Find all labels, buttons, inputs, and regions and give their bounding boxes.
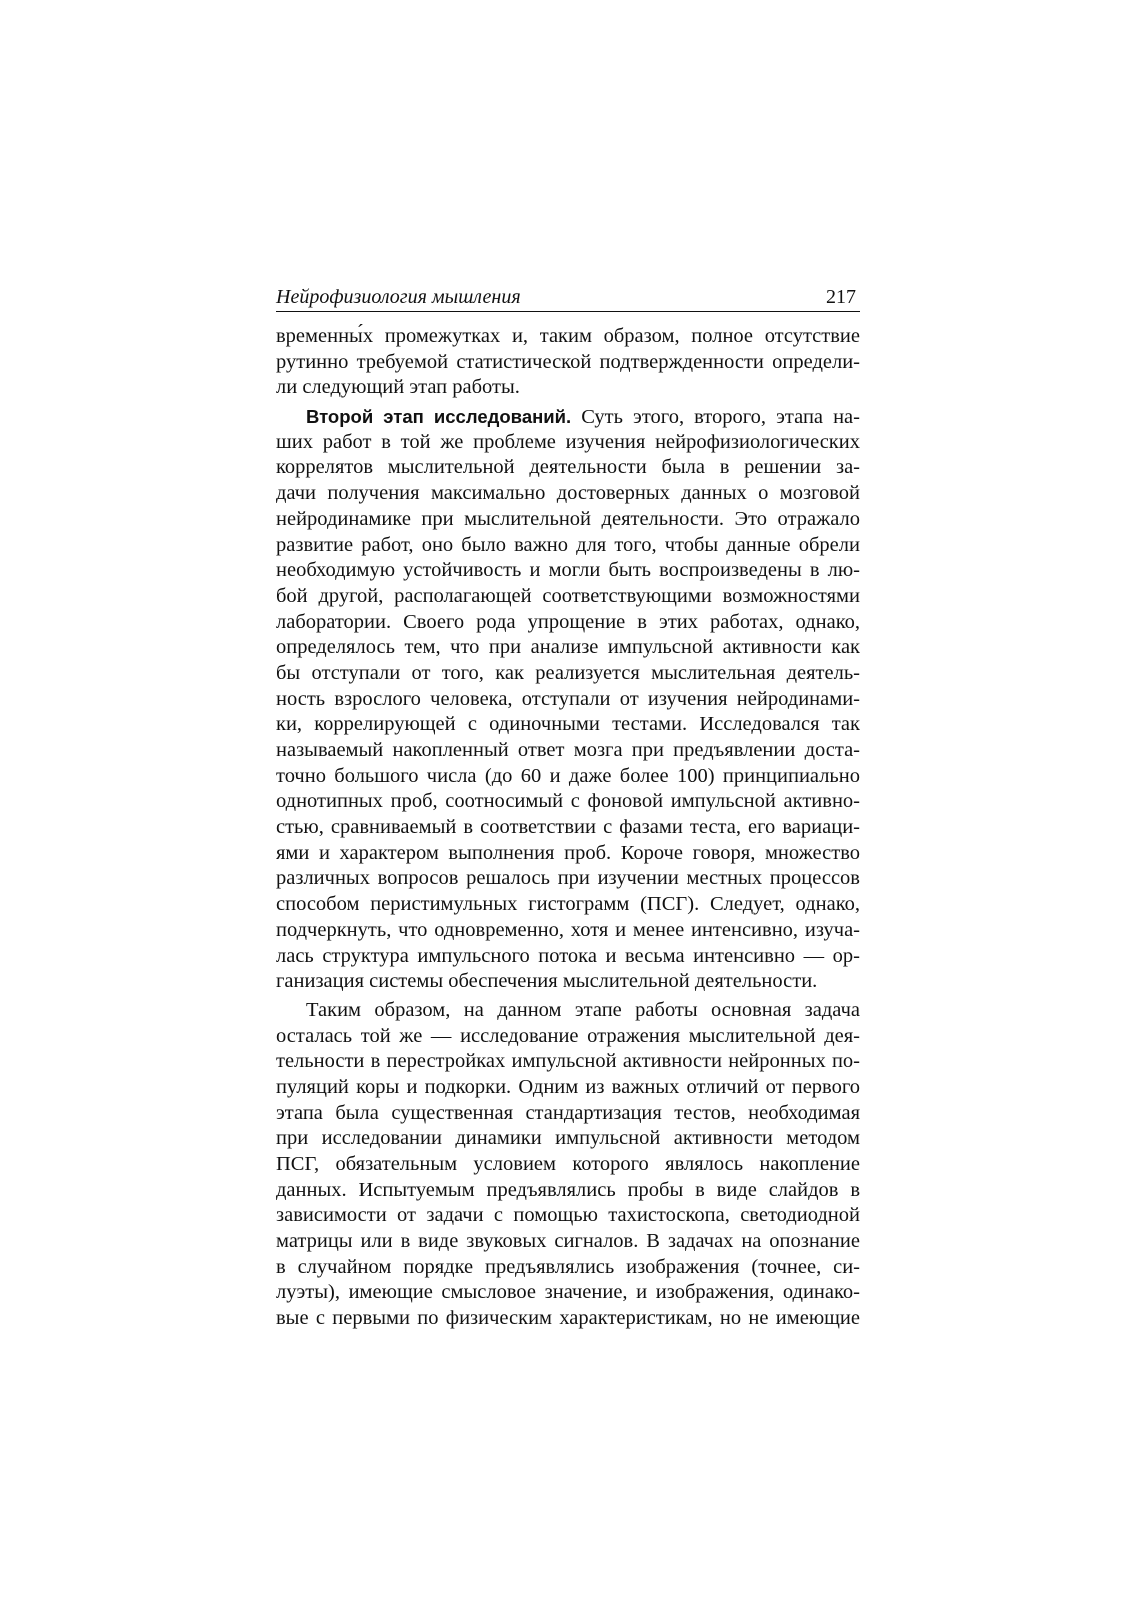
text-line: матрицы или в виде звуковых сигналов. В задачах на опознание — [276, 1230, 860, 1253]
text-line: ших работ в той же проблеме изучения нейрофизиологических — [276, 430, 860, 453]
paragraph-3 — [276, 998, 860, 1332]
text-line: различных вопросов решалось при изучении местных процессов — [276, 867, 860, 890]
text-line: ганизация системы обеспечения мыслительной деятельности. — [276, 970, 818, 993]
text-line-rest: Суть этого, второго, этапа на- — [571, 406, 860, 429]
text-line: вые с первыми по физическим характеристикам, но не имеющие — [276, 1307, 860, 1330]
text-line: однотипных проб, соотносимый с фоновой импульсной активно- — [276, 790, 860, 813]
text-line: точно большого числа (до 60 и даже более 100) принципиально — [276, 764, 860, 787]
text-line: определялось тем, что при анализе импульсной активности как — [276, 636, 860, 659]
paragraph-2 — [276, 404, 860, 995]
text-line: способом перистимульных гистограмм (ПСГ). Следует, однако, — [276, 893, 860, 916]
text-line: рутинно требуемой статистической подтвержденности определи- — [276, 350, 860, 373]
text-line: необходимую устойчивость и могли быть воспроизведены в лю- — [276, 559, 860, 582]
text-line: тельности в перестройках импульсной активности нейронных по- — [276, 1050, 860, 1073]
text-line: Таким образом, на данном этапе работы основная задача — [306, 998, 860, 1021]
text-line: ки, коррелирующей с одиночными тестами. Исследовался так — [276, 713, 860, 736]
text-line: ПСГ, обязательным условием которого являлось накопление — [276, 1153, 860, 1175]
text-line: бой другой, располагающей соответствующими возможностями — [276, 584, 860, 607]
text-line: в случайном порядке предъявлялись изображения (точнее, си- — [276, 1255, 860, 1278]
text-line: осталась той же — исследование отражения мыслительной дея- — [276, 1024, 860, 1047]
text-line — [276, 404, 860, 430]
text-line: развитие работ, оно было важно для того, чтобы данные обрели — [276, 533, 860, 556]
text-line: дачи получения максимально достоверных данных о мозговой — [276, 482, 860, 505]
text-line: нейродинамике при мыслительной деятельности. Это отражало — [276, 507, 860, 530]
text-line: бы отступали от того, как реализуется мыслительная деятель- — [276, 661, 860, 684]
section-lead-heading: Второй этап исследований. — [306, 406, 572, 428]
text-line: ли следующий этап работы. — [276, 376, 520, 399]
text-line: лась структура импульсного потока и весьма интенсивно — ор- — [276, 944, 860, 967]
text-line: луэты), имеющие смысловое значение, и изображения, одинако- — [276, 1281, 860, 1304]
paragraph-1 — [276, 324, 860, 401]
page-content — [276, 286, 860, 1332]
text-line: при исследовании динамики импульсной активности методом — [276, 1127, 860, 1150]
text-line: стью, сравниваемый в соответствии с фазами теста, его вариаци- — [276, 816, 860, 839]
text-line: данных. Испытуемым предъявлялись пробы в виде слайдов в — [276, 1178, 860, 1201]
running-header — [276, 286, 860, 312]
text-line: подчеркнуть, что одновременно, хотя и менее интенсивно, изуча- — [276, 918, 860, 941]
text-line: ность взрослого человека, отступали от изучения нейродинами- — [276, 687, 860, 710]
page-number: 217 — [826, 286, 856, 308]
text-line: временны́х промежутках и, таким образом, полное отсутствие — [276, 325, 860, 347]
running-header-title: Нейрофизиология мышления — [276, 286, 521, 308]
text-line: этапа была существенная стандартизация тестов, необходимая — [276, 1101, 860, 1124]
text-line: коррелятов мыслительной деятельности была в решении за- — [276, 456, 860, 479]
text-line: лаборатории. Своего рода упрощение в этих работах, однако, — [276, 610, 860, 633]
text-line: называемый накопленный ответ мозга при предъявлении доста- — [276, 739, 860, 761]
text-line: пуляций коры и подкорки. Одним из важных отличий от первого — [276, 1075, 860, 1098]
text-line: зависимости от задачи с помощью тахистоскопа, светодиодной — [276, 1204, 860, 1227]
text-line: ями и характером выполнения проб. Короче говоря, множество — [276, 841, 860, 864]
